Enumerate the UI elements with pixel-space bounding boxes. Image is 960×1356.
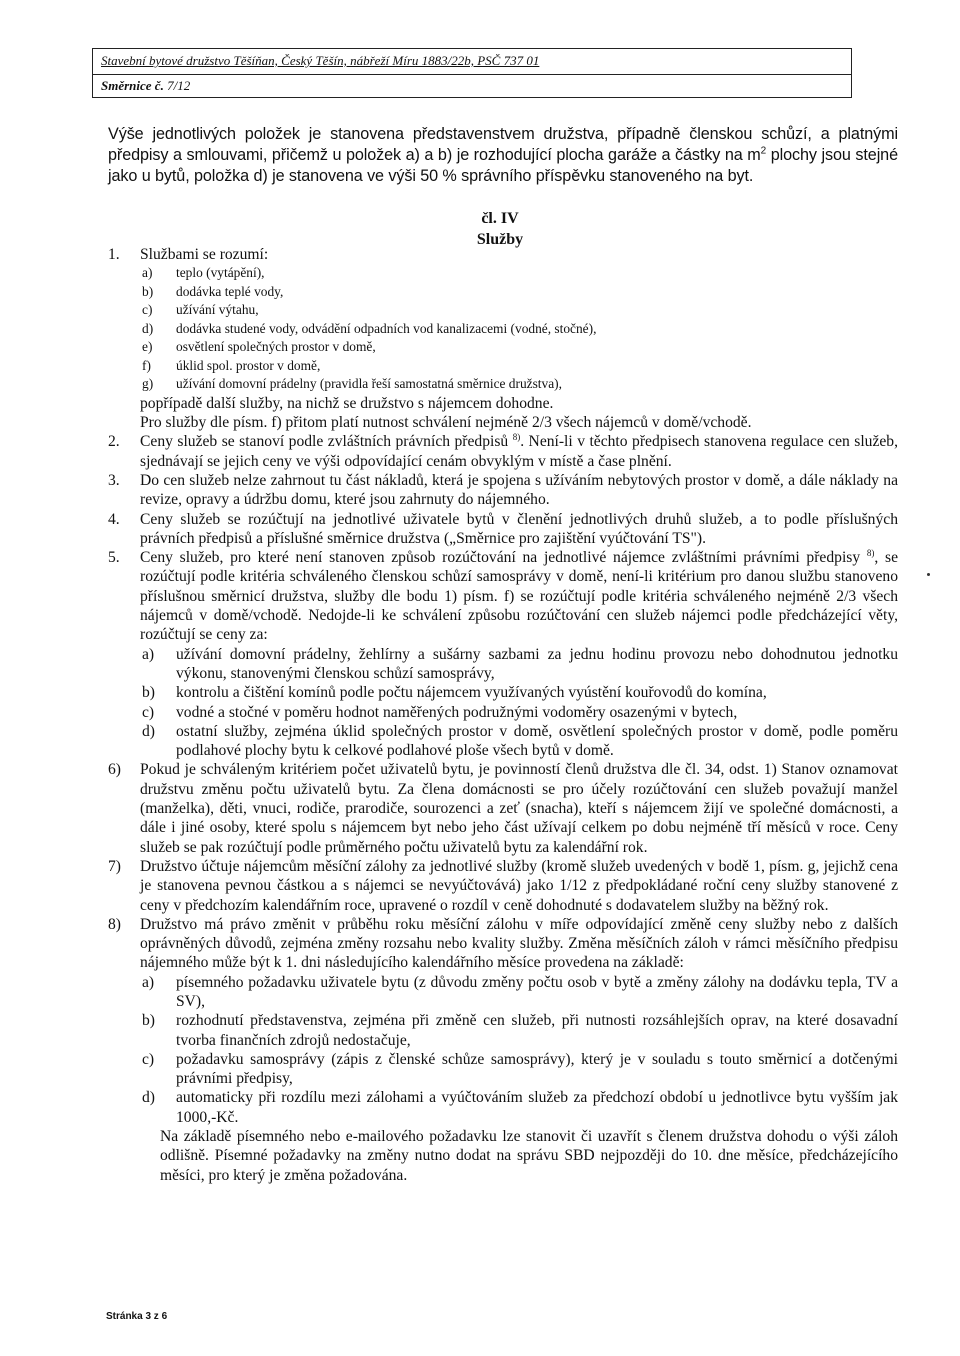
list-text: užívání domovní prádelny (pravidla řeší samostatná směrnice družstva), bbox=[176, 376, 562, 392]
list-text: dodávka studené vody, odvádění odpadních vod kanalizacemi (vodné, stočné), bbox=[176, 320, 597, 336]
list-item bbox=[140, 357, 898, 376]
item-5-text bbox=[140, 548, 898, 644]
list-letter: b) bbox=[142, 1012, 155, 1030]
list-text: úklid spol. prostor v domě, bbox=[176, 357, 321, 373]
item-3-text: Do cen služeb nelze zahrnout tu část nákladů, která je spojena s užíváním nebytových prostor v domě, a dále náklady na revize, opravy a údržbu domu, které jsou zahrnuty do nájemného. bbox=[140, 471, 898, 509]
item-2-text bbox=[140, 432, 898, 471]
footnote-ref: 8) bbox=[512, 432, 521, 443]
list-item bbox=[140, 1011, 898, 1050]
list-letter: f) bbox=[142, 357, 151, 373]
list-item bbox=[140, 1050, 898, 1089]
list-letter: c) bbox=[142, 302, 153, 318]
item-number: 5. bbox=[108, 549, 120, 567]
list-item bbox=[140, 264, 898, 283]
item-6-text: Pokud je schváleným kritériem počet uživatelů bytu, je povinností členů družstva dle čl. 34, odst. 1) Stanov oznamovat družstvu změnu počtu uživatelů bytu. Za člena domácnosti se pro účely rozúčtování cen služeb považují manžel (manželka), děti, vnuci, rodiče, prarodiče, sourozenci a zeť (snacha), kteří s nájemcem žijí ve společné domácnosti, a dále i jiné osoby, které spolu s nájemcem byt nebo jeho část užívají celkem po dobu nejméně tří měsíců v roce. Ceny služeb se pak rozúčtují podle průměrného počtu uživatelů bytu za kalendářní rok. bbox=[140, 761, 898, 856]
list-text: kontrolu a čištění komínů podle počtu nájemcem využívaných vyústění kouřovodů do komína, bbox=[176, 684, 767, 702]
directive-number: 7/12 bbox=[163, 78, 191, 93]
list-letter: d) bbox=[142, 320, 154, 336]
item-2 bbox=[108, 432, 898, 471]
intro-paragraph bbox=[108, 124, 898, 187]
list-text: dodávka teplé vody, bbox=[176, 283, 284, 299]
header-directive bbox=[101, 78, 190, 94]
section-body bbox=[108, 245, 898, 1185]
header-divider bbox=[93, 74, 851, 75]
list-letter: a) bbox=[142, 973, 155, 991]
intro-text: Výše jednotlivých položek je stanovena představenstvem družstva, případně členskou schůzí, a platnými předpisy a smlouvami, přičemž u položek a) a b) je rozhodující plocha garáže a částky na m bbox=[108, 125, 898, 164]
list-text: teplo (vytápění), bbox=[176, 265, 265, 281]
footnote-ref: 8) bbox=[866, 547, 875, 558]
list-letter: d) bbox=[142, 1089, 155, 1107]
list-item bbox=[140, 338, 898, 357]
list-letter: c) bbox=[142, 1050, 155, 1068]
list-item bbox=[140, 375, 898, 394]
list-text: vodné a stočné v poměru hodnot naměřených podružnými vodoměry osazenými v bytech, bbox=[176, 703, 738, 721]
item-number: 2. bbox=[108, 433, 120, 451]
list-letter: a) bbox=[142, 265, 153, 281]
section-title: Služby bbox=[476, 231, 524, 248]
list-item bbox=[140, 722, 898, 761]
item-text: , se rozúčtují podle kritéria schváleného členskou schůzí samosprávy v domě, není-li kritérium pro danou službu stanoveno příslušnou směrnicí družstva, služby dle bodu 1) písm. f) se rozúčtují podle kritéria schváleného nejméně 2/3 všech nájemců v domě/vchodě. Nedojde-li ke schválení způsobu rozúčtování cen služeb nájemci podle předcházející věty, rozúčtují se ceny za: bbox=[140, 549, 898, 644]
item-4 bbox=[108, 510, 898, 549]
item-4-text: Ceny služeb se rozúčtují na jednotlivé uživatele bytů v členění jednotlivých druhů služeb, a to podle příslušných právních předpisů a příslušné směrnice družstva („Směrnice pro zajištění vyúčtování TS"). bbox=[140, 510, 898, 547]
list-letter: e) bbox=[142, 339, 153, 355]
item-7-text: Družstvo účtuje nájemcům měsíční zálohy za jednotlivé služby (kromě služeb uvedených v bodě 1, písm. g, jejichž cena je stanovena pevnou částkou a s nájemci se nevyúčtovává) jako 1/12 z předpokládané roční ceny služby stanovené z ceny v předchozím kalendářním roce, upravené o rozdíl v ceně dohodnuté s dodavatelem služby na běžný rok. bbox=[140, 857, 898, 914]
item-number: 7) bbox=[108, 857, 121, 875]
list-letter: c) bbox=[142, 703, 155, 721]
item-number: 8) bbox=[108, 915, 121, 933]
item-number: 6) bbox=[108, 761, 121, 779]
document-header bbox=[92, 48, 852, 98]
section-number: čl. IV bbox=[481, 210, 519, 227]
item-1 bbox=[108, 245, 898, 432]
list-item bbox=[140, 645, 898, 684]
list-item bbox=[140, 703, 898, 722]
item-5 bbox=[108, 548, 898, 760]
list-text: užívání domovní prádelny, žehlírny a sušárny sazbami za jednu hodinu provozu nebo dohodnutou jednotku výkonu, stanovenými členskou schůzí samosprávy, bbox=[176, 645, 898, 682]
item-text: Ceny služeb se stanoví podle zvláštních právních předpisů bbox=[140, 433, 513, 451]
item-number: 1. bbox=[108, 246, 120, 263]
item-1-list bbox=[108, 264, 898, 394]
intro-text-end: plochy jsou stejné jako u bytů, položka d) je stanovena ve výši 50 % správního příspěvku stanoveného na byt. bbox=[108, 146, 898, 185]
page-number: Stránka 3 z 6 bbox=[106, 1311, 168, 1322]
directive-label: Směrnice č. bbox=[101, 78, 164, 93]
item-text: . Není-li v těchto předpisech stanovena regulace cen služeb, sjednávají se jejich ceny ve výši odpovídající cenám obvyklým v místě a čase plnění. bbox=[140, 433, 898, 470]
list-text: požadavku samosprávy (zápis z členské schůze samosprávy), který je v souladu s touto směrnicí a dotčenými právními předpisy, bbox=[176, 1050, 898, 1088]
list-item bbox=[140, 973, 898, 1012]
list-text: rozhodnutí představenstva, zejména při změně cen služeb, při nutnosti rozsáhlejších oprav, na které dosavadní tvorba finančních zdrojů nedostačuje, bbox=[176, 1012, 898, 1049]
list-text: písemného požadavku uživatele bytu (z důvodu změny počtu osob v bytě a změny zálohy na dodávku tepla, TV a SV), bbox=[176, 973, 898, 1010]
list-letter: b) bbox=[142, 684, 155, 702]
item-1-tail: popřípadě další služby, na nichž se družstvo s nájemcem dohodne. bbox=[140, 394, 554, 412]
scan-speck bbox=[927, 573, 930, 576]
list-text: osvětlení společných prostor v domě, bbox=[176, 339, 376, 355]
item-number: 4. bbox=[108, 510, 120, 528]
list-text: ostatní služby, zejména úklid společných prostor v domě, osvětlení společných prostor v domě, podle poměru podlahové plochy bytu k celkové podlahové ploše všech bytů v domě. bbox=[176, 722, 898, 760]
item-3 bbox=[108, 471, 898, 510]
item-8-tail: Na základě písemného nebo e-mailového požadavku lze stanovit či uzavřít s členem družstva dohodu o výši záloh odlišně. Písemné požadavky na změny nutno dodat na správu SBD nejpozději do 10. dne měsíce, předcházejícího měsíci, pro který je změna požadována. bbox=[160, 1128, 898, 1184]
header-organization: Stavební bytové družstvo Těšíňan, Český Těšín, nábřeží Míru 1883/22b, PSČ 737 01 bbox=[101, 53, 540, 68]
list-text: užívání výtahu, bbox=[176, 302, 259, 318]
item-8-text: Družstvo má právo změnit v průběhu roku měsíční zálohu v míře odpovídající změně ceny služby nebo z dalších oprávněných důvodů, zejména změny rozsahu nebo kvality služby. Změna měsíčních záloh v rámci měsíčního předpisu nájemného může být k 1. dni následujícího kalendářního měsíce provedena na základě: bbox=[140, 915, 898, 972]
item-8 bbox=[108, 915, 898, 1185]
list-text: automaticky při rozdílu mezi zálohami a vyúčtováním služeb za předchozí období u jednotlivce bytu vyšším jak 1000,-Kč. bbox=[176, 1089, 898, 1126]
item-number: 3. bbox=[108, 471, 120, 489]
item-text: Ceny služeb, pro které není stanoven způsob rozúčtování na jednotlivé nájemce zvláštními právními předpisy bbox=[140, 549, 867, 567]
list-item bbox=[140, 301, 898, 320]
list-letter: d) bbox=[142, 722, 155, 740]
item-1-note: Pro služby dle písm. f) přitom platí nutnost schválení nejméně 2/3 všech nájemců v domě/vchodě. bbox=[140, 414, 752, 432]
list-letter: b) bbox=[142, 283, 154, 299]
list-item bbox=[140, 683, 898, 702]
intro-sup: 2 bbox=[760, 145, 767, 157]
list-letter: g) bbox=[142, 376, 154, 392]
list-item bbox=[140, 320, 898, 339]
item-1-lead: Službami se rozumí: bbox=[140, 246, 269, 263]
item-6 bbox=[108, 760, 898, 856]
list-item bbox=[140, 283, 898, 302]
list-letter: a) bbox=[142, 645, 155, 663]
list-item bbox=[140, 1088, 898, 1127]
item-7 bbox=[108, 857, 898, 915]
